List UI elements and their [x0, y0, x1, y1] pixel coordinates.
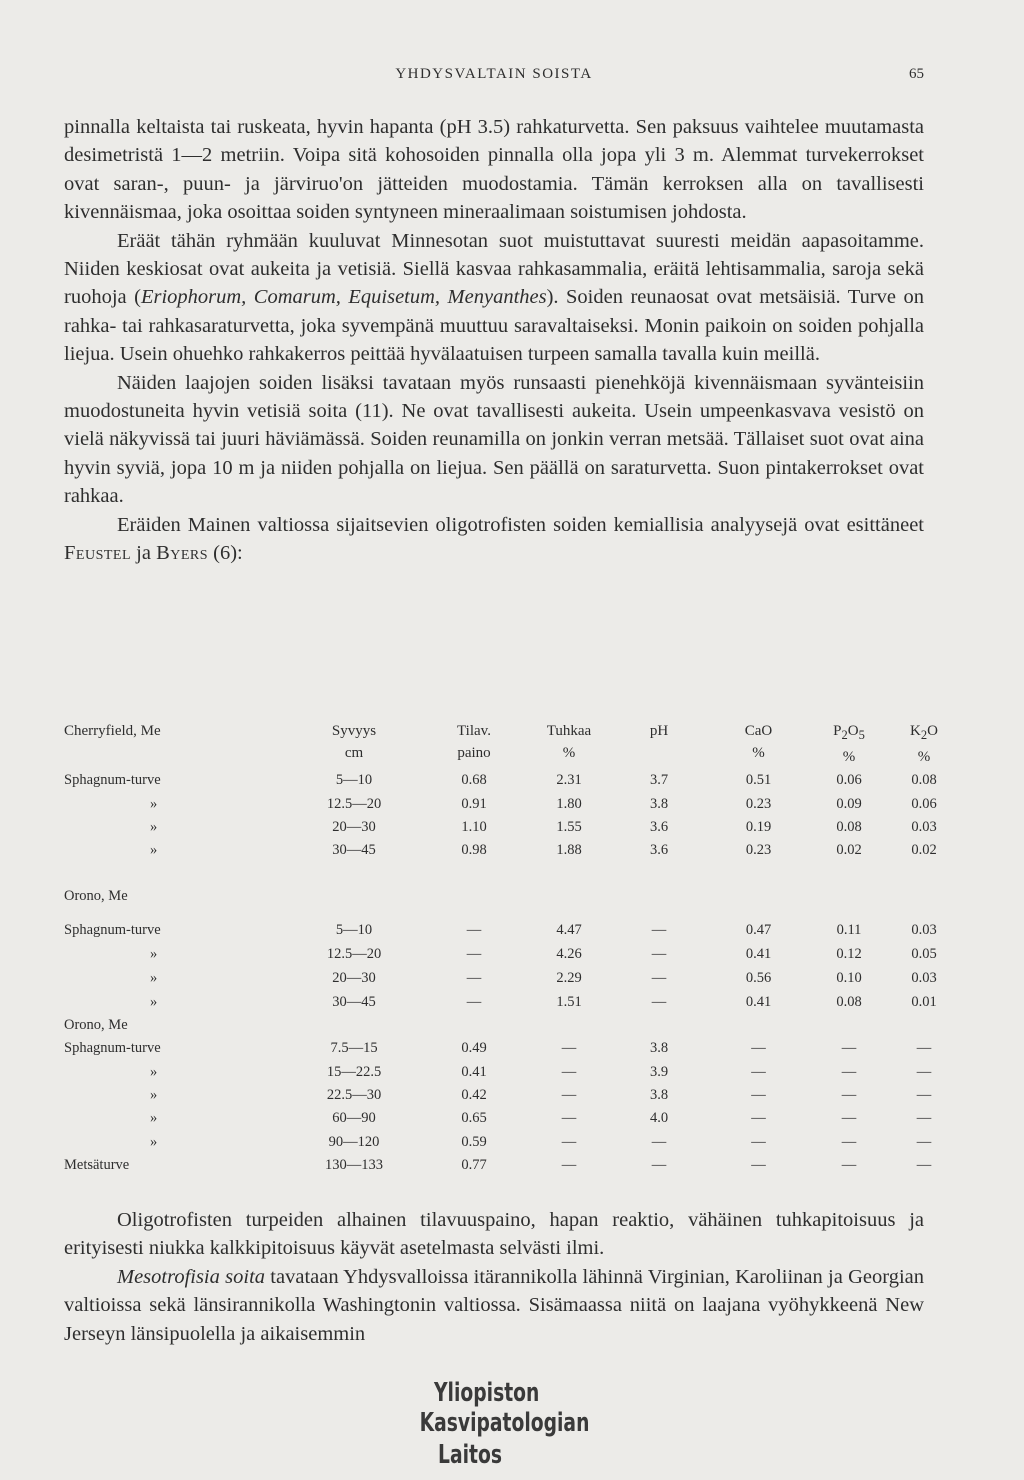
header-p2o5-o: O: [847, 723, 859, 739]
cell-ph: —: [651, 922, 667, 938]
paragraph-4: [64, 511, 924, 568]
cell-k2o: 0.01: [911, 994, 937, 1010]
table-row: [64, 1040, 932, 1062]
cell-p2o5: 0.06: [836, 772, 862, 788]
table-row: [64, 1157, 932, 1179]
cell-cao: 0.47: [745, 922, 772, 938]
cell-k2o: 0.05: [911, 946, 937, 962]
header-cao-line2: %: [752, 745, 765, 761]
paragraph-2-part-a: Eräät tähän ryhmään kuuluvat Minnesotan suot muistuttavat suuresti meidän aapasoitamme. Niiden keskiosat ovat aukeita ja vetisiä. Siellä kasvaa rahkasammalia, eräitä lehtisammalia, saroja sekä ruohoja (: [64, 229, 924, 309]
cell-ash: —: [561, 1040, 577, 1056]
cell-ph: —: [651, 1157, 667, 1173]
header-k2o-k: K: [910, 723, 921, 739]
cell-ash: —: [561, 1110, 577, 1126]
row-label: »: [150, 842, 158, 858]
table-row: [64, 970, 937, 992]
cell-ash: —: [561, 1157, 577, 1173]
table-row: [64, 1064, 932, 1086]
cell-bulk: 1.10: [461, 819, 487, 835]
cell-ash: —: [561, 1087, 577, 1103]
cell-depth: 5—10: [335, 922, 373, 938]
cell-p2o5: —: [841, 1087, 857, 1103]
cell-depth: 130—133: [325, 1157, 383, 1173]
cell-p2o5: 0.10: [836, 970, 862, 986]
header-k2o-unit: %: [917, 749, 931, 765]
header-cao: [716, 720, 801, 764]
cell-cao: 0.23: [745, 842, 772, 858]
header-bulk-line2: paino: [457, 745, 491, 761]
table-header: [64, 720, 938, 765]
cell-ash: —: [561, 1134, 577, 1150]
cell-ash: 1.51: [556, 994, 582, 1010]
paragraph-1: pinnalla keltaista tai ruskeata, hyvin hapanta (pH 3.5) rahkaturvetta. Sen paksuus vaihtelee muutamasta desimetristä 1—2 metriin. Voipa sitä kohosoiden pinnalla olla jopa yli 3 m. Alemmat turvekerrokset ovat saran-, puun- ja järviruo'on jätteiden muodostamia. Tämän kerroksen alla on tavallisesti kivennäismaa, joka osoittaa soiden syntyneen mineraalimaan soistumisen johdosta.: [64, 116, 924, 224]
paragraph-6-text: tavataan Yhdysvalloissa itärannikolla lähinnä Virginian, Karoliinan ja Georgian valtioissa sekä länsirannikolla Washingtonin valtiossa. Sisämaassa niitä on laajana vyöhykkeenä New Jerseyn länsipuolella ja aikaisemmin: [64, 1265, 925, 1345]
cell-cao: 0.51: [745, 772, 772, 788]
row-label: »: [150, 994, 158, 1010]
cell-ash: —: [561, 1064, 577, 1080]
table-row: [64, 1017, 924, 1039]
body-text-upper: [64, 113, 924, 568]
row-label: »: [150, 1134, 158, 1150]
cell-ph: 3.9: [649, 1064, 669, 1080]
cell-p2o5: 0.08: [836, 819, 862, 835]
paragraph-3: Näiden laajojen soiden lisäksi tavataan myös runsaasti pienehköjä kivennäismaan syvänteisiin muodostuneita hyvin vetisiä soita (11). Ne ovat tavallisesti aukeita. Usein umpeenkasvava vesistö on vielä näkyvissä tai juuri häviämässä. Soiden reunamilla on jonkin verran metsää. Tällaiset suot ovat aina hyvin syviä, jopa 10 m ja niiden pohjalla on liejua. Sen päällä on saraturvetta. Suon pintakerrokset ovat rahkaa.: [64, 371, 924, 508]
cell-depth: 30—45: [332, 842, 376, 858]
cell-k2o: —: [916, 1064, 932, 1080]
table-row: [64, 922, 937, 944]
cell-cao: 0.23: [745, 796, 772, 812]
header-p2o5-sub2: 5: [858, 728, 865, 742]
cell-ash: 1.80: [556, 796, 582, 812]
row-label: »: [150, 946, 158, 962]
cell-ph: —: [651, 970, 667, 986]
cell-ph: 4.0: [649, 1110, 669, 1126]
cell-ash: 4.47: [556, 922, 582, 938]
table-row: [64, 1134, 932, 1156]
row-label: »: [150, 1087, 158, 1103]
cell-depth: 12.5—20: [326, 946, 382, 962]
cell-p2o5: 0.08: [836, 994, 862, 1010]
cell-k2o: —: [916, 1157, 932, 1173]
table-row: [64, 796, 937, 818]
cell-cao: 0.19: [745, 819, 772, 835]
table-row: [64, 772, 937, 794]
cell-ash: 1.55: [556, 819, 582, 835]
cell-cao: 0.56: [745, 970, 772, 986]
cell-bulk: 0.98: [461, 842, 487, 858]
library-stamp-line3: Laitos: [438, 1440, 502, 1470]
cell-bulk: 0.65: [461, 1110, 487, 1126]
author-byers: Byers: [156, 542, 209, 565]
header-p2o5-unit: %: [842, 749, 856, 765]
cell-cao: —: [751, 1040, 766, 1056]
cell-ph: 3.8: [649, 1087, 669, 1103]
header-depth-line1: Syvyys: [331, 723, 377, 739]
table-row: [64, 1087, 932, 1109]
cell-ph: 3.8: [649, 796, 669, 812]
header-ash-line2: %: [562, 745, 576, 761]
cell-depth: 12.5—20: [326, 796, 382, 812]
cell-depth: 20—30: [332, 819, 376, 835]
cell-p2o5: —: [841, 1157, 857, 1173]
cell-cao: —: [751, 1134, 766, 1150]
cell-ph: —: [651, 946, 667, 962]
mesotrophic-term: Mesotrofisia soita: [117, 1265, 266, 1288]
cell-ph: 3.7: [649, 772, 669, 788]
cell-p2o5: —: [841, 1134, 857, 1150]
cell-k2o: 0.02: [911, 842, 937, 858]
paragraph-5: Oligotrofisten turpeiden alhainen tilavuuspaino, hapan reaktio, vähäinen tuhkapitoisuus ja erityisesti niukka kalkkipitoisuus käyvät asetelmasta selvästi ilmi.: [64, 1209, 924, 1260]
cell-bulk: 0.59: [461, 1134, 487, 1150]
cell-k2o: —: [916, 1110, 932, 1126]
row-label: »: [150, 796, 158, 812]
paragraph-2-species: Eriophorum, Comarum, Equisetum, Menyanthes: [140, 286, 547, 309]
header-bulk-density: [439, 720, 509, 764]
cell-p2o5: 0.09: [836, 796, 862, 812]
cell-ash: 2.29: [556, 970, 582, 986]
row-label: Metsäturve: [64, 1157, 130, 1173]
header-p2o5-p: P: [833, 723, 842, 739]
cell-depth: 30—45: [332, 994, 376, 1010]
header-k2o-o: O: [927, 723, 938, 739]
cell-ph: 3.8: [649, 1040, 669, 1056]
cell-k2o: 0.03: [911, 970, 937, 986]
row-label: Sphagnum-turve: [64, 772, 161, 788]
header-depth-line2: cm: [344, 745, 364, 761]
cell-ph: 3.6: [649, 842, 669, 858]
table-row: [64, 1110, 932, 1132]
cell-depth: 90—120: [328, 1134, 380, 1150]
cell-ph: 3.6: [649, 819, 669, 835]
cell-bulk: 0.91: [461, 796, 487, 812]
table-row: [64, 994, 937, 1016]
cell-ash: 1.88: [556, 842, 582, 858]
paragraph-4-part-a: Eräiden Mainen valtiossa sijaitsevien oligotrofisten soiden kemiallisia analyysejä ovat esittäneet: [117, 513, 924, 536]
header-p2o5: [809, 720, 889, 768]
cell-k2o: 0.03: [911, 819, 937, 835]
author-feustel: Feustel: [64, 542, 132, 565]
header-ash-line1: Tuhkaa: [546, 723, 592, 739]
page-number: 65: [909, 66, 924, 82]
cell-cao: 0.41: [745, 946, 772, 962]
cell-bulk: —: [466, 970, 482, 986]
cell-bulk: —: [466, 946, 482, 962]
row-label: Orono, Me: [64, 888, 128, 904]
header-p2o5-sub1: 2: [841, 728, 848, 742]
cell-depth: 22.5—30: [326, 1087, 382, 1103]
cell-bulk: —: [466, 922, 482, 938]
paragraph-2: [64, 227, 924, 369]
header-k2o: [894, 720, 954, 768]
header-location: Cherryfield, Me: [64, 723, 161, 739]
cell-cao: —: [751, 1087, 766, 1103]
cell-cao: 0.41: [745, 994, 772, 1010]
cell-k2o: 0.06: [911, 796, 937, 812]
row-label: »: [150, 1064, 158, 1080]
cell-bulk: 0.41: [461, 1064, 487, 1080]
library-stamp-line1: Yliopiston: [434, 1378, 540, 1408]
header-bulk-line1: Tilav.: [457, 723, 491, 739]
running-title: YHDYSVALTAIN SOISTA: [395, 66, 593, 82]
cell-p2o5: —: [841, 1110, 857, 1126]
cell-cao: —: [751, 1157, 766, 1173]
cell-depth: 15—22.5: [326, 1064, 382, 1080]
cell-bulk: 0.77: [461, 1157, 487, 1173]
paragraph-6: [64, 1263, 924, 1348]
running-header: [64, 66, 924, 90]
cell-ph: —: [651, 1134, 667, 1150]
cell-depth: 60—90: [332, 1110, 376, 1126]
body-text-lower: [64, 1206, 924, 1348]
table-row: [64, 946, 937, 968]
cell-k2o: 0.03: [911, 922, 937, 938]
header-depth: [289, 720, 419, 764]
paragraph-4-part-b: (6):: [208, 542, 243, 565]
cell-bulk: 0.49: [461, 1040, 487, 1056]
header-ash: [529, 720, 609, 764]
cell-p2o5: —: [841, 1064, 857, 1080]
row-label: »: [150, 1110, 158, 1126]
cell-bulk: 0.68: [461, 772, 487, 788]
table-row: [64, 888, 924, 910]
row-label: »: [150, 970, 158, 986]
cell-p2o5: 0.02: [836, 842, 862, 858]
cell-depth: 7.5—15: [330, 1040, 378, 1056]
cell-k2o: —: [916, 1134, 932, 1150]
cell-p2o5: —: [841, 1040, 857, 1056]
table-row: [64, 842, 937, 864]
paragraph-4-mid: ja: [131, 542, 157, 565]
cell-ash: 2.31: [556, 772, 582, 788]
row-label: Sphagnum-turve: [64, 1040, 161, 1056]
cell-depth: 20—30: [332, 970, 376, 986]
cell-ash: 4.26: [556, 946, 582, 962]
cell-p2o5: 0.11: [836, 922, 862, 938]
cell-k2o: —: [916, 1040, 932, 1056]
cell-depth: 5—10: [335, 772, 373, 788]
cell-p2o5: 0.12: [836, 946, 862, 962]
cell-bulk: 0.42: [461, 1087, 487, 1103]
library-stamp-line2: Kasvipatologian: [419, 1408, 590, 1438]
row-label: Sphagnum-turve: [64, 922, 161, 938]
header-cao-line1: CaO: [744, 723, 773, 739]
cell-ph: —: [651, 994, 667, 1010]
cell-k2o: 0.08: [911, 772, 937, 788]
cell-cao: —: [751, 1064, 766, 1080]
row-label: Orono, Me: [64, 1017, 128, 1033]
cell-cao: —: [751, 1110, 766, 1126]
header-k2o-sub: 2: [920, 728, 928, 742]
paragraph-2-part-b: ). Soiden reunaosat ovat metsäisiä. Turve on rahka- tai rahkasaraturvetta, joka syvempänä muuttuu saravaltaiseksi. Monin paikoin on soiden pohjalla liejua. Usein ohuehko rahkakerros peittää hyvälaatuisen turpeen samalla tavalla kuin meillä.: [64, 286, 924, 366]
table-row: [64, 819, 937, 841]
cell-bulk: —: [466, 994, 482, 1010]
row-label: »: [150, 819, 158, 835]
header-ph: pH: [649, 723, 669, 739]
cell-k2o: —: [916, 1087, 932, 1103]
